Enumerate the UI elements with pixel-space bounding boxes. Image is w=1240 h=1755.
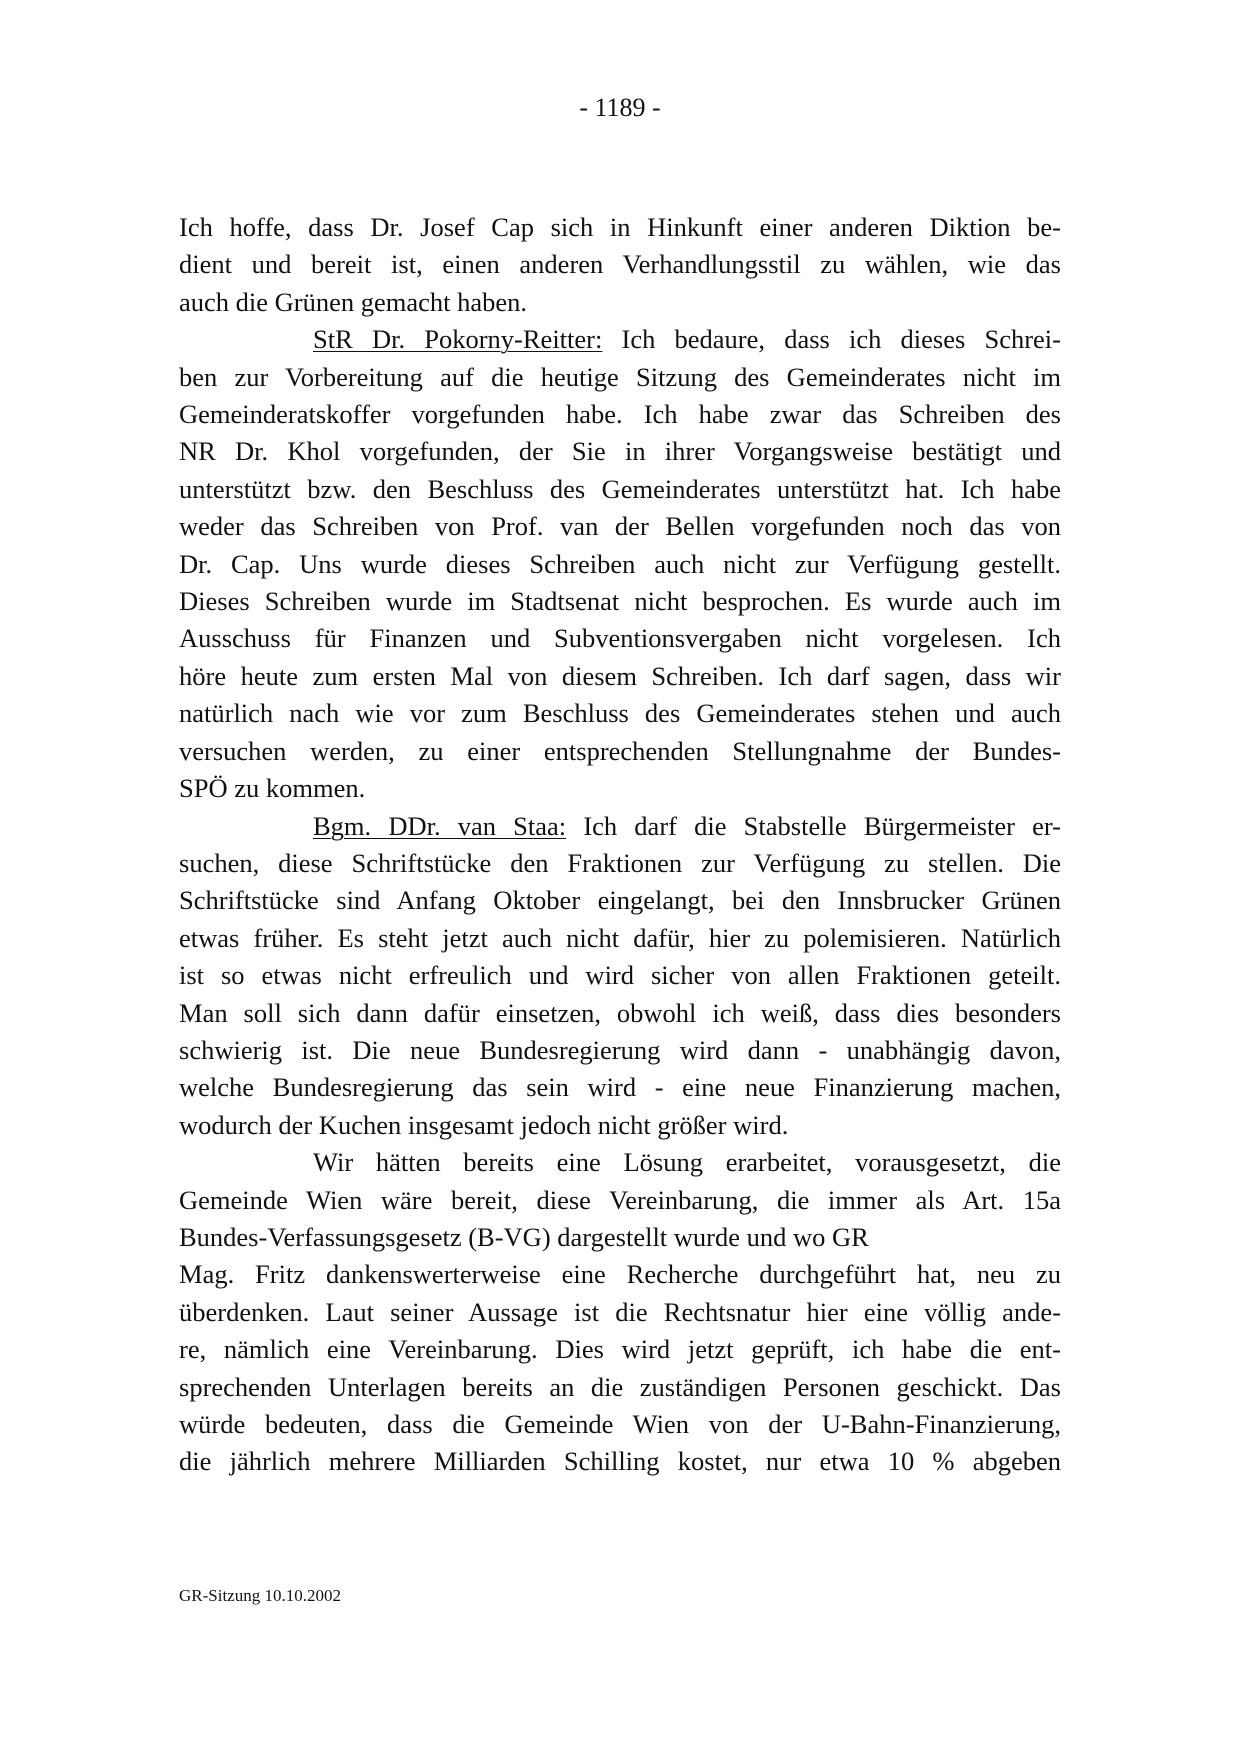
text-line: Gemeinde Wien wäre bereit, diese Vereinbarung, die immer als Art. 15a — [179, 1184, 1061, 1215]
text-line: versuchen werden, zu einer entsprechenden Stellungnahme der Bundes- — [179, 735, 1061, 766]
text-line: natürlich nach wie vor zum Beschluss des Gemeinderates stehen und auch — [179, 698, 1061, 729]
paragraph — [179, 808, 1061, 1145]
text-fragment: Ich darf die Stabstelle Bürgermeister er- — [566, 810, 1061, 841]
paragraph — [179, 321, 1061, 807]
text-line: NR Dr. Khol vorgefunden, der Sie in ihrer Vorgangsweise bestätigt und — [179, 436, 1061, 467]
text-line: Schriftstücke sind Anfang Oktober eingelangt, bei den Innsbrucker Grünen — [179, 885, 1061, 916]
text-line: Gemeinderatskoffer vorgefunden habe. Ich habe zwar das Schreiben des — [179, 399, 1061, 430]
text-line: Ich hoffe, dass Dr. Josef Cap sich in Hinkunft einer anderen Diktion be- — [179, 212, 1061, 242]
text-line-first — [179, 321, 1061, 358]
text-line: dient und bereit ist, einen anderen Verhandlungsstil zu wählen, wie das — [179, 249, 1061, 280]
text-line: Dr. Cap. Uns wurde dieses Schreiben auch nicht zur Verfügung gestellt. — [179, 548, 1061, 579]
text-line: schwierig ist. Die neue Bundesregierung wird dann - unabhängig davon, — [179, 1034, 1061, 1065]
text-line: Ausschuss für Finanzen und Subventionsvergaben nicht vorgelesen. Ich — [179, 623, 1061, 654]
paragraph — [179, 1144, 1061, 1481]
text-line: würde bedeuten, dass die Gemeinde Wien von der U-Bahn-Finanzierung, — [179, 1409, 1061, 1439]
text-fragment: Ich bedaure, dass ich dieses Schrei- — [602, 324, 1061, 355]
text-line: Man soll sich dann dafür einsetzen, obwohl ich weiß, dass dies besonders — [179, 997, 1061, 1028]
paragraph — [179, 209, 1061, 321]
text-line: ist so etwas nicht erfreulich und wird sicher von allen Fraktionen geteilt. — [179, 960, 1061, 991]
text-line: weder das Schreiben von Prof. van der Bellen vorgefunden noch das von — [179, 511, 1061, 542]
speaker-name: StR Dr. Pokorny-Reitter: — [313, 324, 603, 355]
text-line: Mag. Fritz dankenswerterweise eine Recherche durchgeführt hat, neu zu — [179, 1259, 1061, 1290]
text-line: höre heute zum ersten Mal von diesem Schreiben. Ich darf sagen, dass wir — [179, 660, 1061, 691]
document-body — [179, 209, 1061, 1481]
text-line-first — [179, 808, 1061, 845]
page-number: - 1189 - — [579, 93, 661, 122]
text-line: sprechenden Unterlagen bereits an die zuständigen Personen geschickt. Das — [179, 1371, 1061, 1402]
text-line: SPÖ zu kommen. — [179, 773, 366, 804]
text-line: wodurch der Kuchen insgesamt jedoch nicht größer wird. — [179, 1109, 789, 1140]
text-line: suchen, diese Schriftstücke den Fraktionen zur Verfügung zu stellen. Die — [179, 847, 1061, 878]
text-line: unterstützt bzw. den Beschluss des Gemeinderates unterstützt hat. Ich habe — [179, 473, 1061, 504]
text-line: etwas früher. Es steht jetzt auch nicht dafür, hier zu polemisieren. Natürlich — [179, 922, 1061, 953]
speaker-name: Bgm. DDr. van Staa: — [313, 810, 567, 841]
text-line: Bundes-Verfassungsgesetz (B-VG) dargestellt wurde und wo GR — [179, 1221, 869, 1252]
page-footer: GR-Sitzung 10.10.2002 — [179, 1586, 341, 1605]
text-line: re, nämlich eine Vereinbarung. Dies wird jetzt geprüft, ich habe die ent- — [179, 1334, 1061, 1365]
text-line: welche Bundesregierung das sein wird - eine neue Finanzierung machen, — [179, 1072, 1061, 1103]
text-line: Dieses Schreiben wurde im Stadtsenat nicht besprochen. Es wurde auch im — [179, 586, 1061, 617]
text-line: ben zur Vorbereitung auf die heutige Sitzung des Gemeinderates nicht im — [179, 361, 1061, 392]
text-line: überdenken. Laut seiner Aussage ist die Rechtsnatur hier eine völlig ande- — [179, 1296, 1061, 1327]
text-line: auch die Grünen gemacht haben. — [179, 286, 528, 317]
text-line-first: Wir hätten bereits eine Lösung erarbeitet, vorausgesetzt, die — [313, 1147, 1061, 1178]
text-line: die jährlich mehrere Milliarden Schilling kostet, nur etwa 10 % abgeben — [179, 1446, 1061, 1477]
